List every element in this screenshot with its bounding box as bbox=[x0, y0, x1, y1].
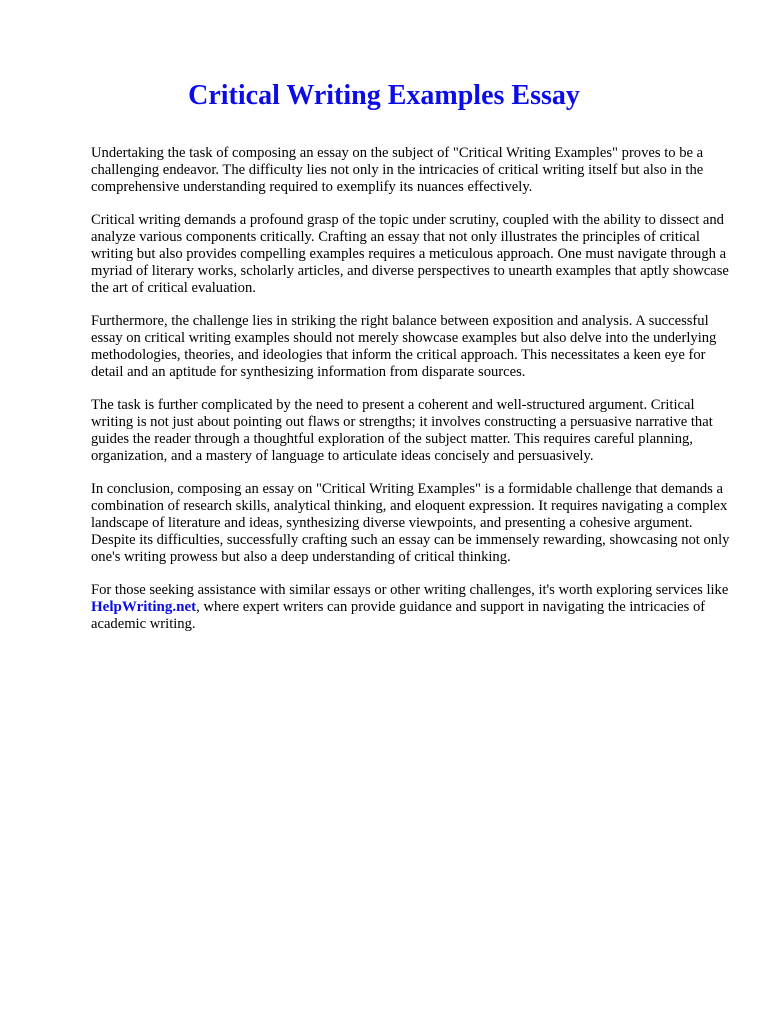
paragraph-5: In conclusion, composing an essay on "Critical Writing Examples" is a formidable challenge that demands a combination of research skills, analytical thinking, and eloquent expression. It requires navigating a complex landscape of literature and ideas, synthesizing diverse viewpoints, and presenting a cohesive argument. Despite its difficulties, successfully crafting such an essay can be immensely rewarding, showcasing not only one's writing prowess but also a deep understanding of critical thinking. bbox=[91, 481, 730, 565]
paragraph-2: Critical writing demands a profound grasp of the topic under scrutiny, coupled with the ability to dissect and analyze various components critically. Crafting an essay that not only illustrates the principles of critical writing but also provides compelling examples requires a meticulous approach. One must navigate through a myriad of literary works, scholarly articles, and diverse perspectives to unearth examples that aptly showcase the art of critical evaluation. bbox=[91, 212, 729, 296]
paragraph-6-after-link: , where expert writers can provide guidance and support in navigating the intricacies of academic writing. bbox=[91, 599, 706, 632]
paragraph-3: Furthermore, the challenge lies in striking the right balance between exposition and analysis. A successful essay on critical writing examples should not merely showcase examples but also delve into the underlying methodologies, theories, and ideologies that inform the critical approach. This necessitates a keen eye for detail and an aptitude for synthesizing information from disparate sources. bbox=[91, 313, 717, 380]
document-body bbox=[91, 145, 731, 649]
paragraph-6 bbox=[91, 582, 731, 633]
helpwriting-link[interactable]: HelpWriting.net bbox=[91, 599, 197, 615]
paragraph-1: Undertaking the task of composing an essay on the subject of "Critical Writing Examples" proves to be a challenging endeavor. The difficulty lies not only in the intricacies of critical writing itself but also in the comprehensive understanding required to exemplify its nuances effectively. bbox=[91, 145, 704, 195]
paragraph-6-before-link: For those seeking assistance with similar essays or other writing challenges, it's worth exploring services like bbox=[91, 582, 729, 598]
document-title: Critical Writing Examples Essay bbox=[188, 80, 580, 111]
paragraph-4: The task is further complicated by the need to present a coherent and well-structured argument. Critical writing is not just about pointing out flaws or strengths; it involves constructing a persuasive narrative that guides the reader through a thoughtful exploration of the subject matter. This requires careful planning, organization, and a mastery of language to articulate ideas concisely and persuasively. bbox=[91, 397, 713, 464]
